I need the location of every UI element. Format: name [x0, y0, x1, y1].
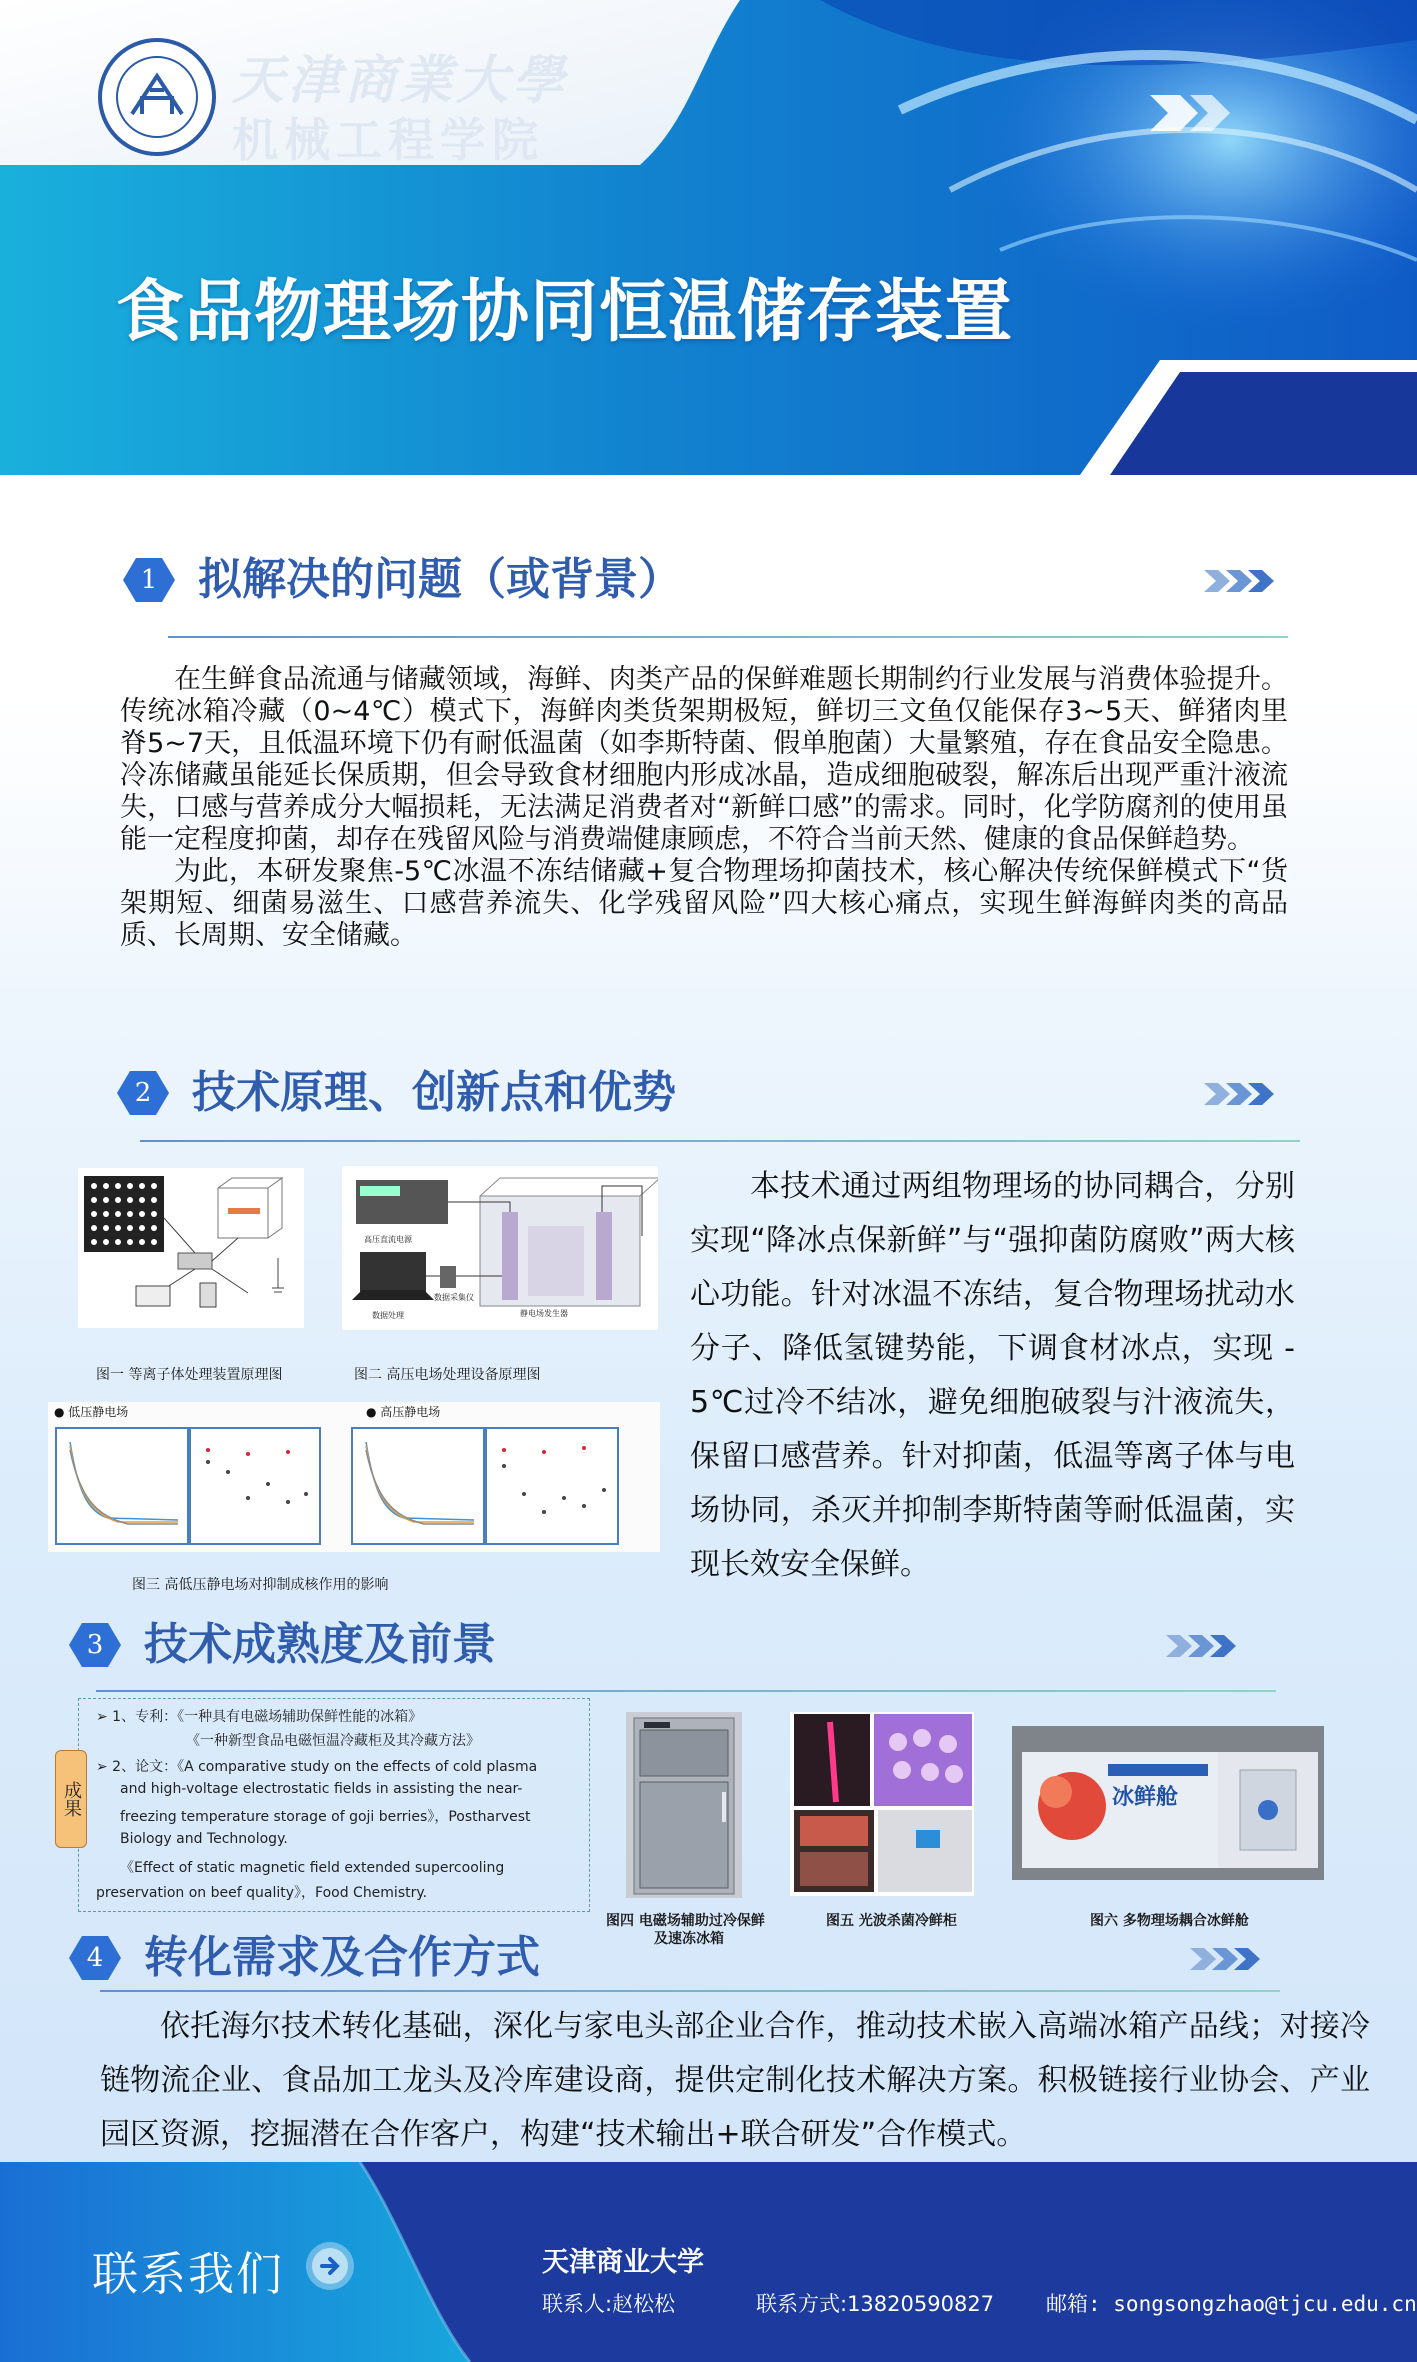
figure-2-electric-field-schematic — [342, 1166, 658, 1330]
footer-contact-person: 联系人:赵松松 — [542, 2292, 676, 2316]
footer-email: 邮箱: songsongzhao@tjcu.edu.cn — [1046, 2292, 1417, 2316]
section-3-heading — [68, 1615, 1228, 1679]
arrow-right-circle-icon — [304, 2240, 356, 2292]
footer-organization: 天津商业大学 — [542, 2247, 704, 2278]
fig3-panel-high-label: ● 高压静电场 — [366, 1405, 441, 1419]
fig2-label-pc: 数据处理 — [372, 1311, 404, 1320]
arrows-icon — [1202, 1077, 1282, 1111]
section-number: 4 — [86, 1943, 104, 1973]
fig2-label-daq: 数据采集仪 — [434, 1293, 474, 1302]
achievement-line: freezing temperature storage of goji berries》，Postharvest — [120, 1809, 531, 1825]
achievement-line: 《Effect of static magnetic field extended supercooling — [120, 1860, 505, 1876]
section-number: 2 — [134, 1078, 152, 1108]
arrows-icon — [1164, 1629, 1244, 1663]
achievements-tag: 成果 — [55, 1750, 87, 1848]
figure-6-ice-fresh-cabin-photo — [1012, 1726, 1324, 1880]
university-logo-seal — [98, 38, 216, 156]
figure-5-caption: 图五 光波杀菌冷鲜柜 — [826, 1913, 957, 1929]
achievement-line: 《一种新型食品电磁恒温冷藏柜及其冷藏方法》 — [186, 1733, 480, 1749]
technology-paragraph: 本技术通过两组物理场的协同耦合，分别实现“降冰点保新鲜”与“强抑菌防腐败”两大核心功能。针对冰温不冻结，复合物理场扰动水分子、降低氢键势能，下调食材冰点，实现 - 5℃过冷不结冰，避免细胞破裂与汁液流失，保留口感营养。针对抑菌，低温等离子体与电场协同，杀灭并抑制李斯特菌等耐低温菌，实现长效安全保鲜。 — [690, 1169, 1295, 1582]
figure-1-caption: 图一 等离子体处理装置原理图 — [96, 1367, 283, 1383]
section-divider — [100, 1990, 1280, 1992]
achievement-line: ➢ 1、专利：《一种具有电磁场辅助保鲜性能的冰箱》 — [96, 1709, 423, 1725]
header-banner — [0, 0, 1417, 475]
section-4-heading — [68, 1928, 1228, 1992]
section-1-heading — [122, 550, 1282, 614]
footer-phone: 联系方式:13820590827 — [756, 2292, 995, 2316]
figure-3-nucleation-charts — [48, 1402, 660, 1552]
section-number: 3 — [86, 1630, 104, 1660]
achievement-line: Biology and Technology. — [120, 1831, 288, 1847]
section-title: 技术原理、创新点和优势 — [192, 1067, 676, 1118]
figure-6-caption: 图六 多物理场耦合冰鲜舱 — [1090, 1913, 1249, 1929]
figure-4-caption-line1: 图四 电磁场辅助过冷保鲜 — [606, 1913, 765, 1929]
figure-3-caption: 图三 高低压静电场对抑制成核作用的影响 — [132, 1577, 389, 1593]
section-divider — [96, 1690, 1276, 1692]
contact-us-title: 联系我们 — [92, 2247, 284, 2301]
background-paragraph-1: 在生鲜食品流通与储藏领域，海鲜、肉类产品的保鲜难题长期制约行业发展与消费体验提升。传统冰箱冷藏（0~4℃）模式下，海鲜肉类货架期极短，鲜切三文鱼仅能保存3~5天、鲜猪肉里脊5~7天，且低温环境下仍有耐低温菌（如李斯特菌、假单胞菌）大量繁殖，存在食品安全隐患。冷冻储藏虽能延长保质期，但会导致食材细胞内形成冰晶，造成细胞破裂，解冻后出现严重汁液流失，口感与营养成分大幅损耗，无法满足消费者对“新鲜口感”的需求。同时，化学防腐剂的使用虽能一定程度抑菌，却存在残留风险与消费端健康顾虑，不符合当前天然、健康的食品保鲜趋势。 — [120, 664, 1288, 855]
section-title: 拟解决的问题（或背景） — [198, 554, 682, 605]
technology-text — [690, 1160, 1295, 1592]
section-title: 转化需求及合作方式 — [144, 1932, 540, 1983]
figure-4-fridge-photo — [626, 1712, 742, 1898]
fig2-label-power: 高压直流电源 — [364, 1235, 412, 1244]
background-paragraph-2: 为此，本研发聚焦-5℃冰温不冻结储藏+复合物理场抑菌技术，核心解决传统保鲜模式下“货架期短、细菌易滋生、口感营养流失、化学残留风险”四大核心痛点，实现生鲜海鲜肉类的高品质、长周期、安全储藏。 — [120, 856, 1288, 951]
cabin-sign-text: 冰鲜舱 — [1112, 1785, 1179, 1810]
achievement-line: preservation on beef quality》，Food Chemistry. — [96, 1885, 428, 1901]
achievement-line: and high-voltage electrostatic fields in assisting the near- — [120, 1781, 523, 1797]
figure-4-caption-line2: 及速冻冰箱 — [654, 1931, 724, 1947]
arrows-icon — [1188, 1942, 1268, 1976]
section-divider — [168, 636, 1288, 638]
figure-2-caption: 图二 高压电场处理设备原理图 — [354, 1367, 541, 1383]
achievement-line: ➢ 2、论文：《A comparative study on the effects of cold plasma — [96, 1759, 538, 1775]
university-name: 天津商業大學 — [232, 50, 569, 111]
school-name: 机械工程学院 — [232, 113, 544, 167]
figure-1-plasma-schematic — [78, 1168, 304, 1328]
fig2-label-generator: 静电场发生器 — [520, 1309, 568, 1318]
cooperation-text — [100, 2000, 1370, 2162]
section-number: 1 — [140, 565, 158, 595]
fig3-panel-low-label: ● 低压静电场 — [54, 1405, 129, 1419]
header-background — [0, 0, 1417, 475]
page-title: 食品物理场协同恒温储存装置 — [116, 273, 1014, 352]
section-title: 技术成熟度及前景 — [144, 1619, 496, 1670]
background-text — [120, 664, 1288, 952]
cooperation-paragraph: 依托海尔技术转化基础，深化与家电头部企业合作，推动技术嵌入高端冰箱产品线；对接冷链物流企业、食品加工龙头及冷库建设商，提供定制化技术解决方案。积极链接行业协会、产业园区资源，挖掘潜在合作客户，构建“技术输出+联合研发”合作模式。 — [100, 2009, 1370, 2152]
section-divider — [140, 1140, 1300, 1142]
arrows-icon — [1202, 564, 1282, 598]
section-2-heading — [116, 1063, 1276, 1127]
figure-5-light-sterilizer-photos — [790, 1712, 974, 1896]
